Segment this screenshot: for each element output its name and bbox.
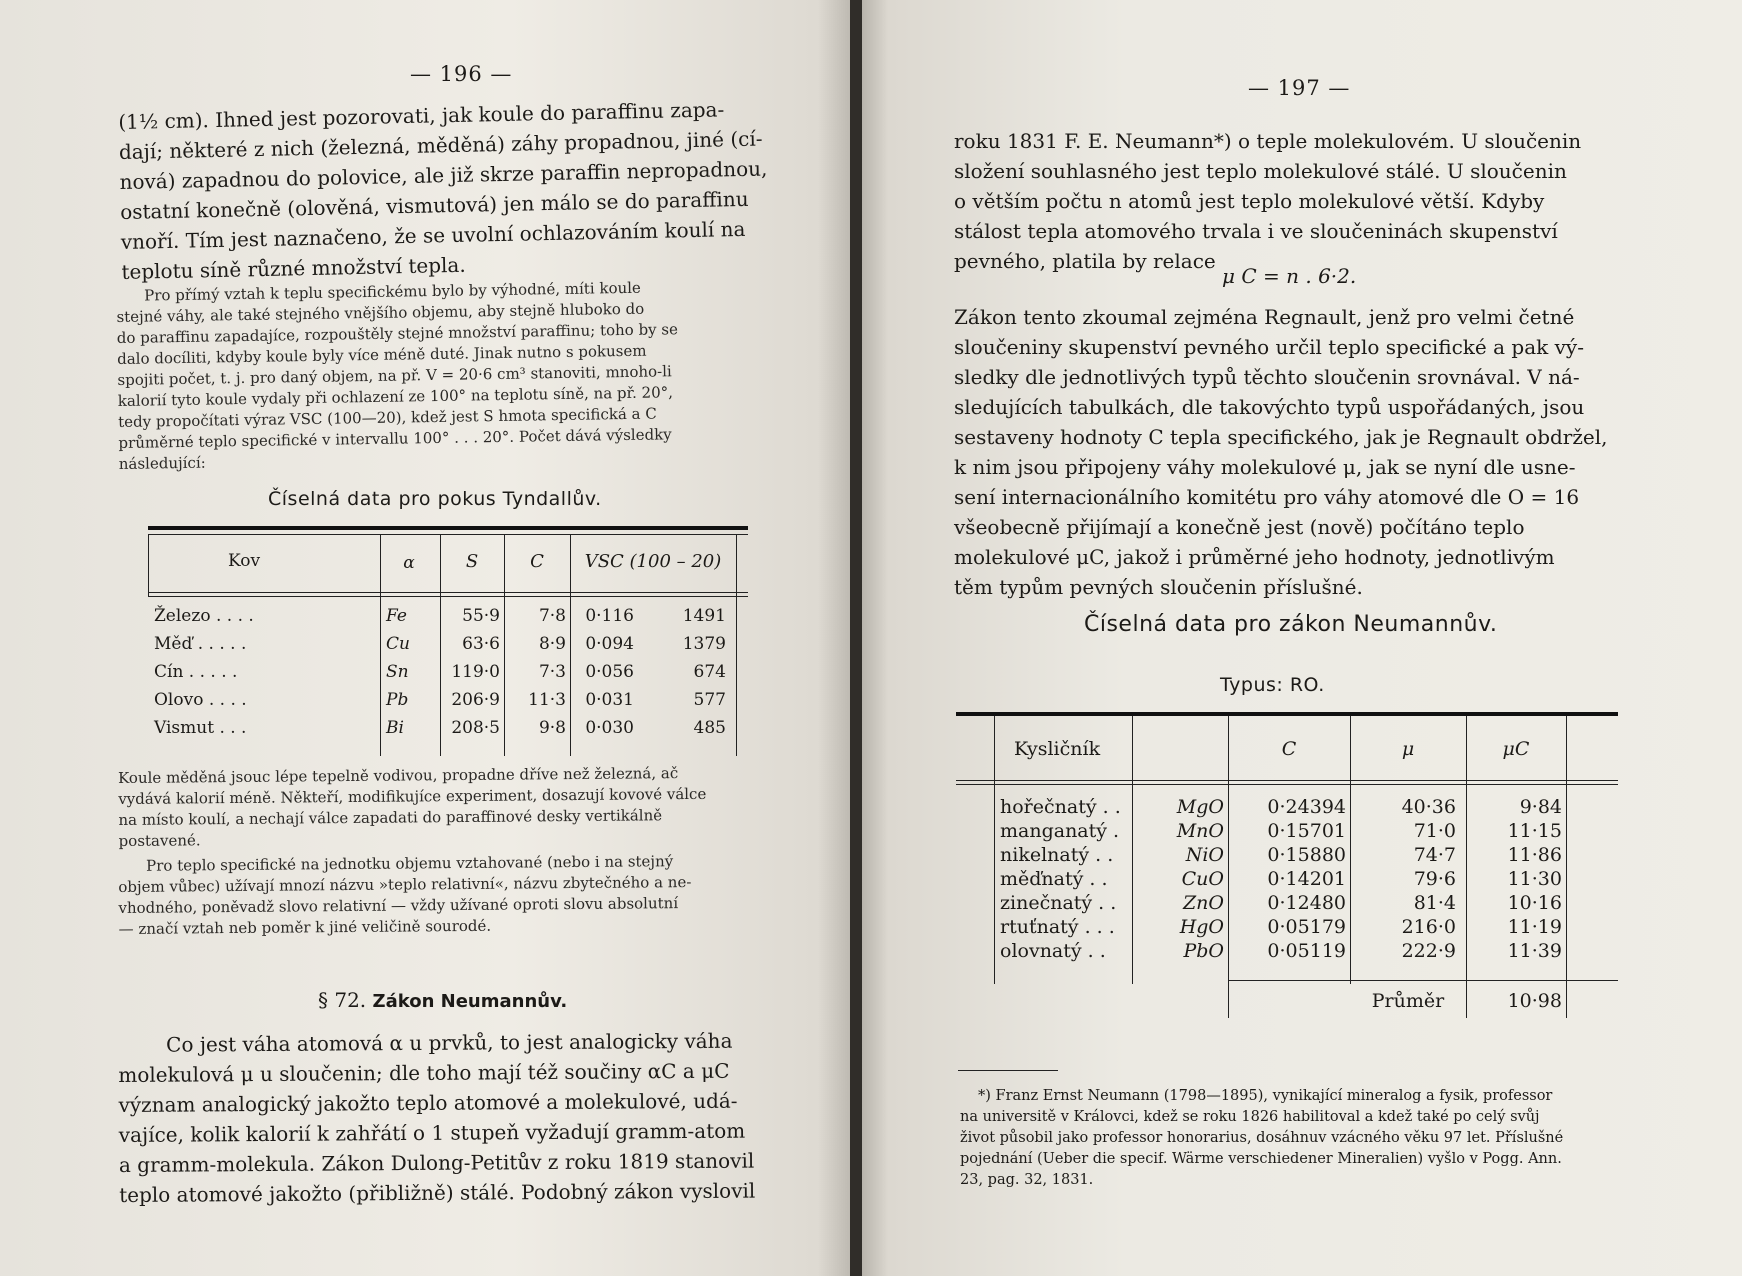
text-line: spojiti počet, t. j. pro daný objem, na př. V = 20·6 cm³ stanoviti, mnoho-li — [117, 362, 672, 389]
text-line: 23, pag. 32, 1831. — [960, 1172, 1094, 1188]
text-line: následující: — [118, 453, 206, 473]
text-line: sledky dle jednotlivých typů těchto sloučenin srovnával. V ná- — [954, 365, 1580, 389]
text-line: stálost tepla atomového trvala i ve sloučeninách skupenství — [954, 219, 1558, 243]
note-paragraph-1 — [118, 762, 779, 852]
tyndall-cell-a: 208·5 — [451, 718, 500, 738]
page-number: — 196 — — [410, 62, 513, 86]
tyndall-cell-v: 1491 — [682, 606, 726, 626]
neumann-cell-name: olovnatý . . — [1000, 940, 1106, 962]
text-line: (1½ cm). Ihned jest pozorovati, jak koule do paraffinu zapa- — [118, 97, 725, 134]
neumann-cell-name: rtuťnatý . . . — [1000, 916, 1115, 938]
text-line: sloučeniny skupenství pevného určil teplo specifické a pak vý- — [954, 335, 1584, 359]
neumann-cell-c: 0·14201 — [1267, 868, 1346, 890]
text-line: stejné váhy, ale také stejného vnějšího objemu, aby stejně hluboko do — [116, 299, 645, 326]
neumann-cell-muc: 11·19 — [1507, 916, 1562, 938]
neumann-cell-f: PbO — [1183, 940, 1224, 962]
header-kov: Kov — [228, 551, 261, 571]
table-vline — [1466, 716, 1467, 1018]
tyndall-cell-name: Měď . . . . . — [154, 634, 247, 654]
tyndall-cell-c: 0·030 — [585, 718, 634, 738]
tyndall-cell-v: 1379 — [682, 634, 726, 654]
table-rule — [956, 784, 1618, 785]
tyndall-cell-name: Cín . . . . . — [154, 662, 238, 682]
neumann-cell-muc: 11·30 — [1507, 868, 1562, 890]
neumann-cell-name: hořečnatý . . — [1000, 796, 1121, 818]
tyndall-cell-s: 11·3 — [528, 690, 566, 710]
text-line: těm typům pevných sloučenin příslušné. — [954, 575, 1363, 599]
table-rule — [148, 534, 748, 535]
tyndall-cell-name: Olovo . . . . — [154, 690, 247, 710]
text-line: sestaveny hodnoty C tepla specifického, jak je Regnault obdržel, — [954, 425, 1608, 449]
tyndall-cell-sym: Cu — [386, 634, 410, 654]
neumann-cell-f: MnO — [1176, 820, 1224, 842]
neumann-cell-name: zinečnatý . . — [1000, 892, 1117, 914]
tyndall-cell-sym: Pb — [386, 690, 409, 710]
header-c: C — [530, 551, 544, 572]
neumann-cell-f: CuO — [1181, 868, 1224, 890]
tyndall-cell-s: 7·3 — [538, 662, 566, 682]
closing-paragraph — [118, 1026, 759, 1210]
tyndall-cell-v: 577 — [693, 690, 726, 710]
tyndall-cell-name: Železo . . . . — [154, 606, 254, 626]
header-alpha: α — [403, 553, 415, 573]
text-line: Koule měděná jsouc lépe tepelně vodivou, propadne dříve než železná, ač — [118, 764, 679, 787]
header-kyslicnik: Kysličník — [1014, 738, 1101, 760]
text-line: pojednání (Ueber die specif. Wärme verschiedener Mineralien) vyšlo v Pogg. Ann. — [960, 1151, 1562, 1167]
neumann-cell-mu: 40·36 — [1401, 796, 1456, 818]
section-heading — [318, 988, 567, 1012]
header-mu: μ — [1401, 738, 1415, 760]
table-rule — [148, 592, 748, 593]
neumann-cell-f: ZnO — [1182, 892, 1224, 914]
table-top-rule — [956, 712, 1618, 716]
tyndall-cell-c: 0·031 — [585, 690, 634, 710]
small-paragraph — [116, 276, 779, 475]
neumann-cell-name: manganatý . — [1000, 820, 1120, 842]
table-caption: Číselná data pro pokus Tyndallův. — [268, 488, 602, 510]
text-line: složení souhlasného jest teplo molekulové stálé. U sloučenin — [954, 159, 1567, 183]
neumann-cell-mu: 79·6 — [1413, 868, 1456, 890]
neumann-cell-c: 0·24394 — [1267, 796, 1346, 818]
neumann-cell-c: 0·12480 — [1267, 892, 1346, 914]
header-s: S — [465, 551, 479, 572]
neumann-cell-f: MgO — [1176, 796, 1224, 818]
table-vline — [148, 534, 149, 596]
text-line: Zákon tento zkoumal zejména Regnault, jenž pro velmi četné — [954, 305, 1575, 329]
tyndall-cell-a: 119·0 — [451, 662, 500, 682]
footnote — [960, 1086, 1630, 1191]
table-vline — [736, 534, 737, 756]
text-line: význam analogický jakožto teplo atomové a molekulové, udá- — [118, 1088, 738, 1117]
tyndall-cell-a: 206·9 — [451, 690, 500, 710]
text-line: teplo atomové jakožto (přibližně) stálé. Podobný zákon vyslovil — [119, 1178, 756, 1207]
neumann-cell-mu: 216·0 — [1401, 916, 1456, 938]
text-line: všeobecně přijímají a konečně jest (nově) počítáno teplo — [954, 515, 1525, 539]
neumann-cell-muc: 9·84 — [1519, 796, 1562, 818]
tyndall-cell-c: 0·094 — [585, 634, 634, 654]
text-line: *) Franz Ernst Neumann (1798—1895), vynikající mineralog a fysik, professor — [978, 1088, 1553, 1104]
text-line: teplotu síně různé množství tepla. — [121, 252, 466, 284]
text-line: postavené. — [118, 831, 201, 850]
text-line: na universitě v Královci, kdež se roku 1826 habilitoval a kdež také po celý svůj — [960, 1109, 1540, 1125]
text-line: kalorií tyto koule vydaly při ochlazení ze 100° na teplotu síně, na př. 20°, — [117, 383, 674, 410]
text-line: život působil jako professor honorarius, dosáhnuv vzácného věku 97 let. Příslušné — [960, 1130, 1564, 1146]
tyndall-cell-v: 674 — [693, 662, 726, 682]
neumann-cell-mu: 222·9 — [1401, 940, 1456, 962]
text-line: a gramm-molekula. Zákon Dulong-Petitův z roku 1819 stanovil — [118, 1148, 755, 1177]
header-c: C — [1281, 738, 1297, 760]
intro-paragraph — [954, 126, 1614, 276]
tyndall-cell-a: 63·6 — [462, 634, 500, 654]
intro-paragraph — [118, 94, 768, 287]
text-line: tedy propočítati výraz VSC (100—20), kdež jest S hmota specifická a C — [117, 404, 657, 431]
text-line: o větším počtu n atomů jest teplo molekulové větší. Kdyby — [954, 189, 1545, 213]
neumann-cell-f: NiO — [1185, 844, 1224, 866]
table-top-rule — [148, 526, 748, 530]
text-line: molekulové μC, jakož i průměrné jeho hodnoty, jednotlivým — [954, 545, 1555, 569]
neumann-cell-f: HgO — [1179, 916, 1224, 938]
table-subcaption: Typus: RO. — [1220, 674, 1325, 696]
text-line: vhodného, poněvadž slovo relativní — vždy užívané oproti slovu absolutní — [118, 894, 679, 917]
page-number: — 197 — — [1248, 76, 1351, 100]
neumann-cell-muc: 10·16 — [1507, 892, 1562, 914]
text-line: sení internacionálního komitétu pro váhy atomové dle O = 16 — [954, 485, 1580, 509]
neumann-cell-name: měďnatý . . — [1000, 868, 1108, 890]
table-vline — [994, 716, 995, 984]
footnote-separator — [958, 1070, 1058, 1071]
note-paragraph-2 — [118, 850, 779, 940]
tyndall-cell-s: 8·9 — [538, 634, 566, 654]
formula: μ C = n . 6·2. — [1222, 264, 1357, 288]
text-line: roku 1831 F. E. Neumann*) o teple molekulovém. U sloučenin — [954, 129, 1582, 153]
table-caption: Číselná data pro zákon Neumannův. — [1084, 612, 1498, 637]
body-paragraph — [954, 302, 1614, 602]
average-label: Průměr — [1371, 990, 1445, 1012]
tyndall-cell-c: 0·056 — [585, 662, 634, 682]
table-rule — [956, 780, 1618, 781]
neumann-table — [956, 712, 1618, 1024]
text-line: nová) zapadnou do polovice, ale již skrze paraffin nepropadnou, — [119, 156, 768, 194]
neumann-cell-muc: 11·39 — [1507, 940, 1562, 962]
text-line: dalo docíliti, kdyby koule byly více méně duté. Jinak nutno s pokusem — [117, 341, 647, 368]
text-line: — značí vztah neb poměr k jiné veličině sourodé. — [118, 916, 492, 938]
tyndall-cell-sym: Fe — [386, 606, 407, 626]
tyndall-cell-name: Vismut . . . — [154, 718, 247, 738]
text-line: k nim jsou připojeny váhy molekulové μ, jak se nyní dle usne- — [954, 455, 1576, 479]
text-line: Pro přímý vztah k teplu specifickému bylo by výhodné, míti koule — [144, 278, 641, 305]
table-rule — [1228, 980, 1618, 981]
text-line: Pro teplo specifické na jednotku objemu vztahované (nebo i na stejný — [146, 852, 674, 875]
header-vsc: VSC (100 – 20) — [584, 551, 722, 572]
tyndall-table — [148, 526, 748, 756]
neumann-cell-c: 0·15701 — [1267, 820, 1346, 842]
table-vline — [1566, 716, 1567, 1018]
tyndall-cell-s: 9·8 — [538, 718, 566, 738]
text-line: vajíce, kolik kalorií k zahřátí o 1 stupeň vyžadují gramm-atom — [118, 1118, 746, 1147]
table-rule — [148, 596, 748, 597]
neumann-cell-muc: 11·15 — [1507, 820, 1562, 842]
average-value: 10·98 — [1507, 990, 1562, 1012]
section-number: § 72. — [318, 988, 367, 1012]
text-line: vnoří. Tím jest naznačeno, že se uvolní ochlazováním koulí na — [120, 216, 746, 254]
tyndall-cell-c: 0·116 — [585, 606, 634, 626]
text-line: do paraffinu zapadajíce, rozpouštěly stejné množství paraffinu; toho by se — [116, 320, 679, 347]
tyndall-cell-s: 7·8 — [538, 606, 566, 626]
text-line: pevného, platila by relace — [954, 249, 1216, 273]
tyndall-cell-sym: Sn — [386, 662, 409, 682]
text-line: dají; některé z nich (železná, měděná) záhy propadnou, jiné (cí- — [118, 126, 763, 164]
neumann-cell-mu: 74·7 — [1413, 844, 1456, 866]
left-page — [0, 0, 852, 1276]
section-title: Zákon Neumannův. — [372, 991, 568, 1012]
neumann-cell-mu: 81·4 — [1413, 892, 1456, 914]
text-line: objem vůbec) užívají mnozí názvu »teplo relativní«, názvu zbytečného a ne- — [118, 872, 692, 896]
table-vline — [1228, 716, 1229, 1018]
tyndall-cell-a: 55·9 — [462, 606, 500, 626]
tyndall-cell-v: 485 — [693, 718, 726, 738]
right-page — [862, 0, 1742, 1276]
neumann-cell-name: nikelnatý . . — [1000, 844, 1114, 866]
text-line: na místo koulí, a nechají válce zapadati do paraffinové desky vertikálně — [118, 806, 663, 829]
neumann-cell-mu: 71·0 — [1413, 820, 1456, 842]
neumann-cell-c: 0·05119 — [1267, 940, 1346, 962]
text-line: sledujících tabulkách, dle takovýchto typů uspořádaných, jsou — [954, 395, 1585, 419]
text-line: molekulová μ u sloučenin; dle toho mají též součiny αC a μC — [118, 1058, 730, 1087]
header-muc: μC — [1502, 738, 1530, 760]
text-line: ostatní konečně (olověná, vismutová) jen málo se do paraffinu — [119, 186, 749, 224]
text-line: vydává kalorií méně. Někteří, modifikujíce experiment, dosazují kovové válce — [118, 784, 707, 808]
tyndall-cell-sym: Bi — [386, 718, 404, 738]
neumann-cell-c: 0·05179 — [1267, 916, 1346, 938]
text-line: Co jest váha atomová α u prvků, to jest analogicky váha — [166, 1028, 733, 1057]
neumann-cell-c: 0·15880 — [1267, 844, 1346, 866]
text-line: průměrné teplo specifické v intervallu 100° . . . 20°. Počet dává výsledky — [118, 425, 672, 452]
neumann-cell-muc: 11·86 — [1507, 844, 1562, 866]
